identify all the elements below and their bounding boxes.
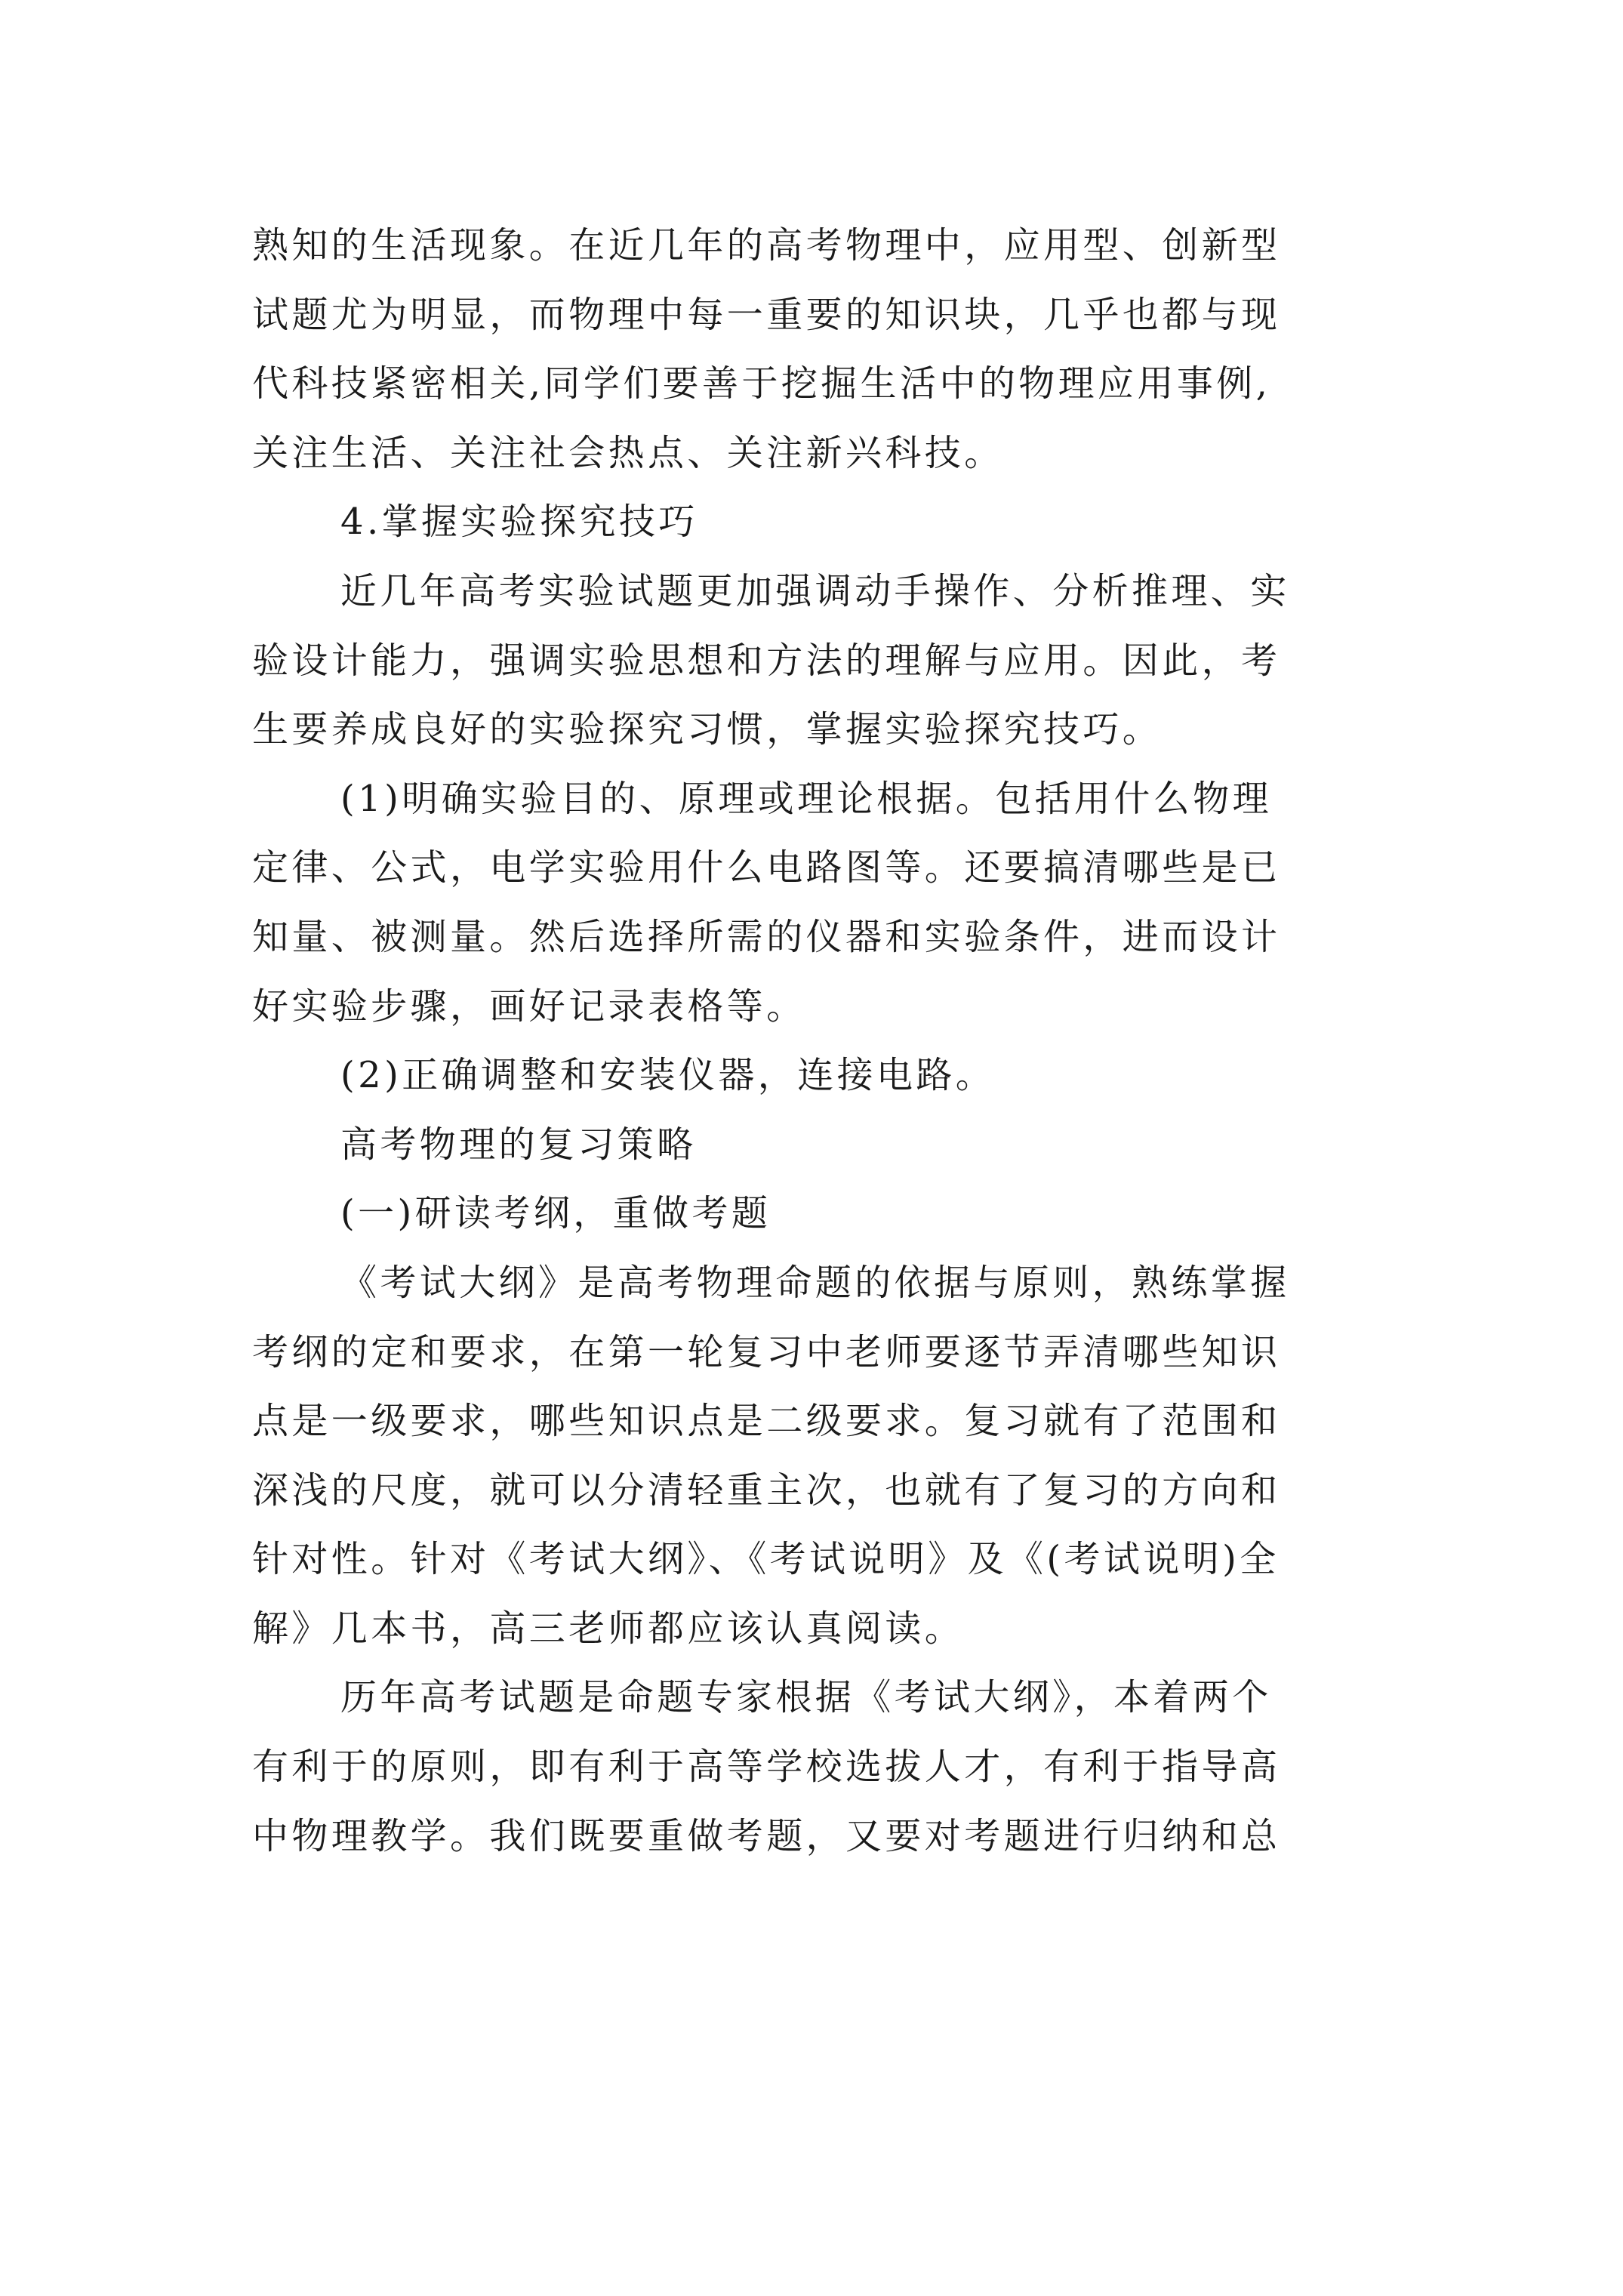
text-line: 验设计能力，强调实验思想和方法的理解与应用。因此，考 — [252, 639, 1281, 682]
text-line: 代科技紧密相关,同学们要善于挖掘生活中的物理应用事例, — [252, 362, 1271, 405]
text-line: 近几年高考实验试题更加强调动手操作、分析推理、实 — [340, 569, 1290, 612]
text-line: (1)明确实验目的、原理或理论根据。包括用什么物理 — [340, 777, 1272, 820]
text-line: 解》几本书，高三老师都应该认真阅读。 — [252, 1607, 965, 1650]
text-line: 历年高考试题是命题专家根据《考试大纲》，本着两个 — [340, 1676, 1272, 1719]
text-line: 关注生活、关注社会热点、关注新兴科技。 — [252, 431, 1004, 474]
text-line: 有利于的原则，即有利于高等学校选拔人才，有利于指导高 — [252, 1746, 1281, 1789]
text-line: 熟知的生活现象。在近几年的高考物理中，应用型、创新型 — [252, 224, 1281, 267]
text-line: 考纲的定和要求，在第一轮复习中老师要逐节弄清哪些知识 — [252, 1330, 1281, 1373]
text-line: 点是一级要求，哪些知识点是二级要求。复习就有了范围和 — [252, 1400, 1281, 1443]
text-line: 4.掌握实验探究技巧 — [340, 501, 698, 544]
text-line: 生要养成良好的实验探究习惯，掌握实验探究技巧。 — [252, 708, 1163, 751]
text-line: 好实验步骤，画好记录表格等。 — [252, 985, 806, 1028]
body-text — [252, 211, 1430, 1871]
text-line: (2)正确调整和安装仪器，连接电路。 — [340, 1054, 996, 1097]
text-line: 深浅的尺度，就可以分清轻重主次，也就有了复习的方向和 — [252, 1469, 1281, 1512]
text-line: 《考试大纲》是高考物理命题的依据与原则，熟练掌握 — [340, 1261, 1290, 1304]
text-line: 知量、被测量。然后选择所需的仪器和实验条件，进而设计 — [252, 915, 1281, 958]
text-line: 定律、公式，电学实验用什么电路图等。还要搞清哪些是已 — [252, 846, 1281, 889]
text-line: (一)研读考纲，重做考题 — [340, 1192, 771, 1235]
text-line: 针对性。针对《考试大纲》、《考试说明》及《(考试说明)全 — [252, 1538, 1280, 1581]
text-line: 试题尤为明显，而物理中每一重要的知识块，几乎也都与现 — [252, 293, 1281, 336]
text-line: 高考物理的复习策略 — [340, 1123, 697, 1166]
text-line: 中物理教学。我们既要重做考题，又要对考题进行归纳和总 — [252, 1814, 1281, 1857]
